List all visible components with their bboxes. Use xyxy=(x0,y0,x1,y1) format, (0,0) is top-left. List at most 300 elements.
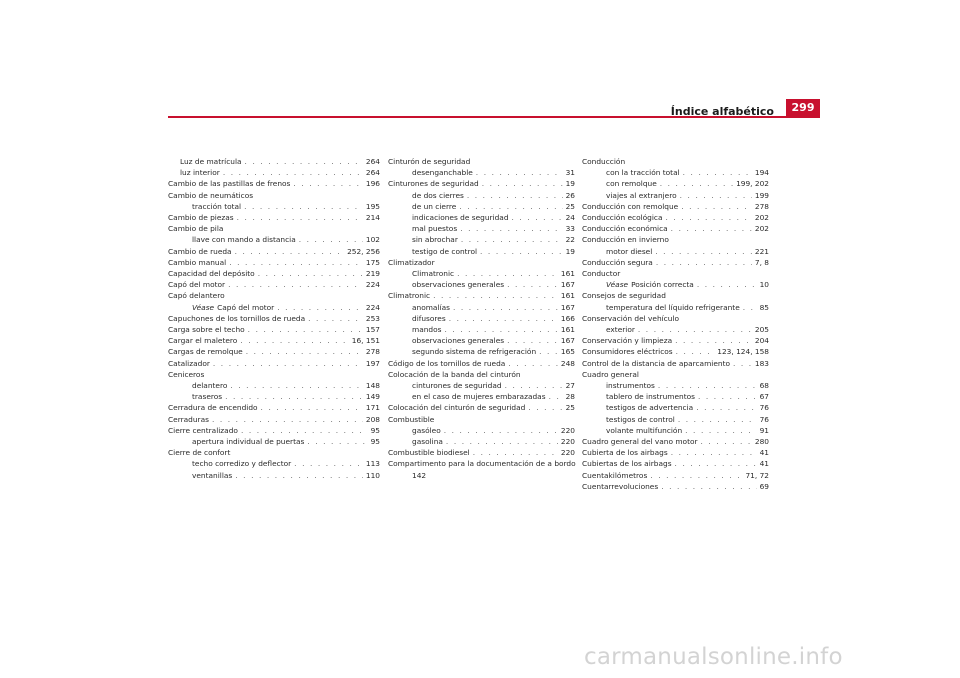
entry-text: en el caso de mujeres embarazadas xyxy=(412,392,546,402)
entry-pages: 19 xyxy=(565,179,575,189)
entry-pages: 171 xyxy=(365,403,380,413)
leader-dots xyxy=(480,246,563,257)
leader-dots xyxy=(743,302,757,313)
index-entry xyxy=(582,447,769,458)
entry-label xyxy=(192,201,241,212)
leader-dots xyxy=(697,279,757,290)
entry-pages: 10 xyxy=(759,280,769,290)
leader-dots xyxy=(449,313,558,324)
entry-label xyxy=(168,346,243,357)
entry-text: observaciones generales xyxy=(412,280,505,290)
leader-dots xyxy=(237,212,363,223)
entry-label xyxy=(412,302,450,313)
entry-text: cinturones de seguridad xyxy=(412,381,502,391)
index-column-2 xyxy=(388,156,575,481)
leader-dots xyxy=(539,346,558,357)
index-entry xyxy=(388,391,575,402)
entry-label xyxy=(582,436,698,447)
entry-pages: 41 xyxy=(759,459,769,469)
entry-label xyxy=(168,402,258,413)
entry-pages: 220 xyxy=(560,425,575,435)
index-entry xyxy=(582,391,769,402)
entry-text: Cerraduras xyxy=(168,414,209,424)
entry-label xyxy=(168,178,290,189)
leader-dots xyxy=(675,335,752,346)
index-column-3 xyxy=(582,156,769,492)
entry-text: Climatronic xyxy=(388,291,431,301)
index-entry xyxy=(582,458,769,469)
heading-label: Consejos de seguridad xyxy=(582,291,666,301)
heading-label: Conductor xyxy=(582,269,621,279)
entry-text: testigos de control xyxy=(606,414,675,424)
leader-dots xyxy=(307,436,367,447)
entry-text: mandos xyxy=(412,325,442,335)
entry-text: de un cierre xyxy=(412,201,457,211)
index-entry xyxy=(582,246,769,257)
leader-dots xyxy=(308,313,363,324)
index-entry xyxy=(168,436,380,447)
index-entry xyxy=(168,302,380,313)
entry-text: Cubierta de los airbags xyxy=(582,448,668,458)
index-entry xyxy=(168,234,380,245)
leader-dots xyxy=(696,402,756,413)
entry-text: testigos de advertencia xyxy=(606,403,694,413)
entry-pages: 167 xyxy=(560,336,575,346)
index-entry xyxy=(168,324,380,335)
entry-pages: 148 xyxy=(365,381,380,391)
leader-dots xyxy=(235,470,363,481)
entry-text: Cubiertas de los airbags xyxy=(582,459,672,469)
entry-label xyxy=(168,212,234,223)
index-entry xyxy=(168,279,380,290)
heading-label: Compartimento para la documentación de a bordo xyxy=(388,459,576,469)
entry-text: temperatura del líquido refrigerante xyxy=(606,302,740,312)
entry-pages: 69 xyxy=(759,481,769,491)
index-entry xyxy=(582,167,769,178)
entry-pages: 204 xyxy=(754,336,769,346)
index-entry xyxy=(168,313,380,324)
leader-dots xyxy=(549,391,563,402)
entry-label xyxy=(412,223,457,234)
entry-text: motor diesel xyxy=(606,246,653,256)
entry-text: indicaciones de seguridad xyxy=(412,213,509,223)
index-heading xyxy=(582,313,769,324)
leader-dots xyxy=(230,380,363,391)
leader-dots xyxy=(655,246,752,257)
entry-label xyxy=(412,201,456,212)
entry-pages: 24 xyxy=(565,213,575,223)
entry-pages: 85 xyxy=(759,302,769,312)
entry-label xyxy=(412,313,446,324)
leader-dots xyxy=(457,268,558,279)
heading-label: Cambio de pila xyxy=(168,224,224,234)
entry-pages: 165 xyxy=(560,347,575,357)
entry-label xyxy=(606,178,657,189)
leader-dots xyxy=(676,346,715,357)
entry-text: gasóleo xyxy=(412,425,441,435)
entry-label xyxy=(388,358,505,369)
entry-label xyxy=(412,190,464,201)
entry-text: con la tracción total xyxy=(606,168,680,178)
entry-label xyxy=(168,358,210,369)
entry-label xyxy=(606,380,655,391)
leader-dots xyxy=(671,223,752,234)
leader-dots xyxy=(261,402,363,413)
index-heading xyxy=(388,470,575,481)
entry-pages: 28 xyxy=(565,392,575,402)
entry-pages: 25 xyxy=(565,403,575,413)
index-entry xyxy=(388,268,575,279)
index-entry xyxy=(168,167,380,178)
entry-pages: 220 xyxy=(560,448,575,458)
entry-pages: 76 xyxy=(759,403,769,413)
entry-pages: 248 xyxy=(560,358,575,368)
entry-label xyxy=(606,279,694,290)
entry-pages: 221 xyxy=(754,246,769,256)
entry-text: observaciones generales xyxy=(412,336,505,346)
index-heading xyxy=(168,447,380,458)
index-entry xyxy=(582,470,769,481)
entry-label xyxy=(192,234,296,245)
leader-dots xyxy=(446,436,558,447)
entry-label xyxy=(606,391,695,402)
page-number-badge: 299 xyxy=(786,99,820,117)
index-entry xyxy=(582,257,769,268)
entry-label xyxy=(180,167,220,178)
index-entry xyxy=(582,402,769,413)
entry-text: traseros xyxy=(192,392,223,402)
entry-label xyxy=(582,470,647,481)
entry-label xyxy=(388,447,470,458)
entry-text: Capó del motor xyxy=(168,280,226,290)
entry-text: Catalizador xyxy=(168,358,210,368)
leader-dots xyxy=(508,358,558,369)
index-heading xyxy=(388,414,575,425)
leader-dots xyxy=(460,223,562,234)
entry-pages: 16, 151 xyxy=(351,336,380,346)
index-entry xyxy=(582,380,769,391)
heading-label: Cuadro general xyxy=(582,369,639,379)
index-entry xyxy=(582,346,769,357)
index-entry xyxy=(388,358,575,369)
entry-text: Cuentakilómetros xyxy=(582,470,648,480)
entry-text: Cargas de remolque xyxy=(168,347,243,357)
entry-text: segundo sistema de refrigeración xyxy=(412,347,537,357)
entry-text: Conducción económica xyxy=(582,224,668,234)
index-entry xyxy=(388,324,575,335)
index-entry xyxy=(168,358,380,369)
index-heading xyxy=(388,257,575,268)
entry-label xyxy=(192,302,274,313)
index-entry xyxy=(388,178,575,189)
leader-dots xyxy=(228,279,363,290)
watermark: carmanualsonline.info xyxy=(584,644,843,670)
leader-dots xyxy=(473,447,558,458)
entry-text: de dos cierres xyxy=(412,190,464,200)
index-entry xyxy=(388,201,575,212)
entry-label xyxy=(412,167,473,178)
entry-pages: 113 xyxy=(365,459,380,469)
entry-label xyxy=(388,178,479,189)
leader-dots xyxy=(650,470,742,481)
entry-text: Posición correcta xyxy=(631,280,694,290)
leader-dots xyxy=(213,358,363,369)
leader-dots xyxy=(444,425,558,436)
leader-dots xyxy=(246,346,363,357)
entry-text: Capacidad del depósito xyxy=(168,269,255,279)
index-entry xyxy=(168,201,380,212)
entry-text: Cuadro general del vano motor xyxy=(582,437,698,447)
entry-pages: 167 xyxy=(560,302,575,312)
entry-label xyxy=(412,436,443,447)
index-entry xyxy=(388,223,575,234)
entry-label xyxy=(606,302,740,313)
entry-pages: 95 xyxy=(370,425,380,435)
entry-label xyxy=(412,212,509,223)
entry-pages: 67 xyxy=(759,392,769,402)
leader-dots xyxy=(294,458,363,469)
index-entry xyxy=(388,380,575,391)
index-entry xyxy=(582,212,769,223)
index-entry xyxy=(168,178,380,189)
see-also-prefix: Véase xyxy=(606,280,629,290)
entry-text: volante multifunción xyxy=(606,425,683,435)
leader-dots xyxy=(241,425,368,436)
entry-text: luz interior xyxy=(180,168,220,178)
entry-label xyxy=(412,380,502,391)
leader-dots xyxy=(293,178,362,189)
entry-text: Cambio de rueda xyxy=(168,246,232,256)
index-entry xyxy=(388,290,575,301)
entry-text: Cargar el maletero xyxy=(168,336,238,346)
entry-pages: 219 xyxy=(365,269,380,279)
entry-label xyxy=(606,414,675,425)
entry-label xyxy=(582,335,672,346)
entry-pages: 220 xyxy=(560,437,575,447)
leader-dots xyxy=(245,156,363,167)
index-entry xyxy=(388,279,575,290)
index-entry xyxy=(582,223,769,234)
index-entry xyxy=(168,346,380,357)
entry-text: Luz de matrícula xyxy=(180,157,242,166)
entry-label xyxy=(180,156,242,167)
entry-label xyxy=(412,234,458,245)
entry-text: Climatronic xyxy=(412,269,455,279)
entry-pages: 214 xyxy=(365,213,380,223)
entry-text: exterior xyxy=(606,325,635,335)
entry-pages: 19 xyxy=(565,246,575,256)
leader-dots xyxy=(660,178,733,189)
entry-text: Conservación y limpieza xyxy=(582,336,673,346)
entry-text: desenganchable xyxy=(412,168,473,178)
entry-label xyxy=(168,414,209,425)
entry-text: Colocación del cinturón de seguridad xyxy=(388,403,526,413)
index-entry xyxy=(388,167,575,178)
entry-label xyxy=(412,246,477,257)
entry-label xyxy=(582,458,672,469)
entry-text: mal puestos xyxy=(412,224,458,234)
index-entry xyxy=(168,470,380,481)
entry-label xyxy=(412,279,504,290)
entry-label xyxy=(606,324,635,335)
index-heading xyxy=(582,369,769,380)
leader-dots xyxy=(656,257,752,268)
entry-text: sin abrochar xyxy=(412,235,458,245)
index-entry xyxy=(168,257,380,268)
entry-text: Conducción ecológica xyxy=(582,213,663,223)
index-entry xyxy=(168,212,380,223)
index-entry xyxy=(582,425,769,436)
leader-dots xyxy=(258,268,363,279)
leader-dots xyxy=(240,335,348,346)
index-heading xyxy=(388,458,575,469)
entry-label xyxy=(168,268,255,279)
entry-pages: 71, 72 xyxy=(745,470,769,480)
entry-pages: 157 xyxy=(365,325,380,335)
entry-text: Combustible biodiesel xyxy=(388,448,470,458)
entry-text: apertura individual de puertas xyxy=(192,437,305,447)
leader-dots xyxy=(248,324,363,335)
entry-label xyxy=(412,335,504,346)
entry-label xyxy=(582,257,653,268)
entry-text: Capó del motor xyxy=(217,302,275,312)
entry-pages: 202 xyxy=(754,213,769,223)
leader-dots xyxy=(467,190,563,201)
entry-label xyxy=(582,212,663,223)
entry-label xyxy=(388,402,525,413)
entry-text: Conducción con remolque xyxy=(582,201,679,211)
leader-dots xyxy=(453,302,558,313)
entry-text: Conducción segura xyxy=(582,257,653,267)
entry-pages: 278 xyxy=(754,201,769,211)
index-entry xyxy=(168,156,380,167)
entry-label xyxy=(412,391,546,402)
index-entry xyxy=(582,279,769,290)
entry-label xyxy=(168,313,305,324)
entry-pages: 253 xyxy=(365,313,380,323)
leader-dots xyxy=(675,458,757,469)
entry-pages: 199, 202 xyxy=(736,179,769,189)
entry-text: techo corredizo y deflector xyxy=(192,459,292,469)
leader-dots xyxy=(507,279,558,290)
entry-label xyxy=(412,268,454,279)
leader-dots xyxy=(528,402,562,413)
entry-label xyxy=(168,324,245,335)
heading-label: Conducción xyxy=(582,157,626,166)
entry-text: Cinturones de seguridad xyxy=(388,179,479,189)
entry-label xyxy=(582,346,673,357)
index-entry xyxy=(168,335,380,346)
entry-text: ventanillas xyxy=(192,470,233,480)
index-entry xyxy=(582,190,769,201)
entry-pages: 161 xyxy=(560,325,575,335)
entry-pages: 166 xyxy=(560,313,575,323)
index-heading xyxy=(582,268,769,279)
entry-label xyxy=(582,481,658,492)
leader-dots xyxy=(661,481,756,492)
leader-dots xyxy=(666,212,752,223)
index-entry xyxy=(388,234,575,245)
leader-dots xyxy=(299,234,363,245)
entry-pages: 264 xyxy=(365,168,380,178)
index-entry xyxy=(388,402,575,413)
index-entry xyxy=(168,246,380,257)
entry-pages: 196 xyxy=(365,179,380,189)
entry-text: tracción total xyxy=(192,201,242,211)
index-entry xyxy=(168,391,380,402)
entry-label xyxy=(192,458,291,469)
entry-pages: 123, 124, 158 xyxy=(717,347,769,357)
entry-pages: 76 xyxy=(759,414,769,424)
heading-label: Cambio de neumáticos xyxy=(168,190,254,200)
index-heading xyxy=(582,156,769,167)
heading-label: Cinturón de seguridad xyxy=(388,157,471,166)
entry-label xyxy=(168,257,226,268)
entry-text: Cambio de las pastillas de frenos xyxy=(168,179,291,189)
heading-label: Climatizador xyxy=(388,257,435,267)
page-title: Índice alfabético xyxy=(670,105,774,118)
entry-label xyxy=(582,447,668,458)
entry-text: Cerradura de encendido xyxy=(168,403,258,413)
leader-dots xyxy=(681,201,752,212)
leader-dots xyxy=(658,380,757,391)
entry-text: Cuentarrevoluciones xyxy=(582,481,659,491)
entry-label xyxy=(168,279,225,290)
entry-pages: 224 xyxy=(365,280,380,290)
entry-label xyxy=(412,346,536,357)
index-entry xyxy=(582,302,769,313)
leader-dots xyxy=(680,190,752,201)
entry-text: delantero xyxy=(192,381,228,391)
index-entry xyxy=(388,212,575,223)
leader-dots xyxy=(461,234,563,245)
entry-label xyxy=(606,190,677,201)
leader-dots xyxy=(678,414,757,425)
index-heading xyxy=(168,190,380,201)
heading-label: Conducción en invierno xyxy=(582,235,669,245)
entry-pages: 278 xyxy=(365,347,380,357)
index-entry xyxy=(582,178,769,189)
entry-label xyxy=(412,324,441,335)
entry-label xyxy=(582,358,730,369)
leader-dots xyxy=(433,290,558,301)
entry-pages: 91 xyxy=(759,425,769,435)
heading-label: Combustible xyxy=(388,414,435,424)
entry-label xyxy=(192,470,232,481)
entry-text: instrumentos xyxy=(606,381,655,391)
entry-pages: 22 xyxy=(565,235,575,245)
index-heading xyxy=(168,223,380,234)
entry-text: testigo de control xyxy=(412,246,478,256)
entry-pages: 224 xyxy=(365,302,380,312)
entry-pages: 7, 8 xyxy=(754,257,769,267)
index-entry xyxy=(582,436,769,447)
entry-text: gasolina xyxy=(412,437,443,447)
see-also-prefix: Véase xyxy=(192,302,215,312)
entry-pages: 33 xyxy=(565,224,575,234)
leader-dots xyxy=(685,425,756,436)
entry-pages: 280 xyxy=(754,437,769,447)
heading-label: Cierre de confort xyxy=(168,448,231,458)
heading-label: 142 xyxy=(412,470,427,480)
entry-label xyxy=(582,223,668,234)
entry-text: Cambio manual xyxy=(168,257,227,267)
entry-label xyxy=(192,436,304,447)
entry-pages: 110 xyxy=(365,470,380,480)
entry-label xyxy=(606,246,652,257)
index-heading xyxy=(582,290,769,301)
leader-dots xyxy=(701,436,752,447)
